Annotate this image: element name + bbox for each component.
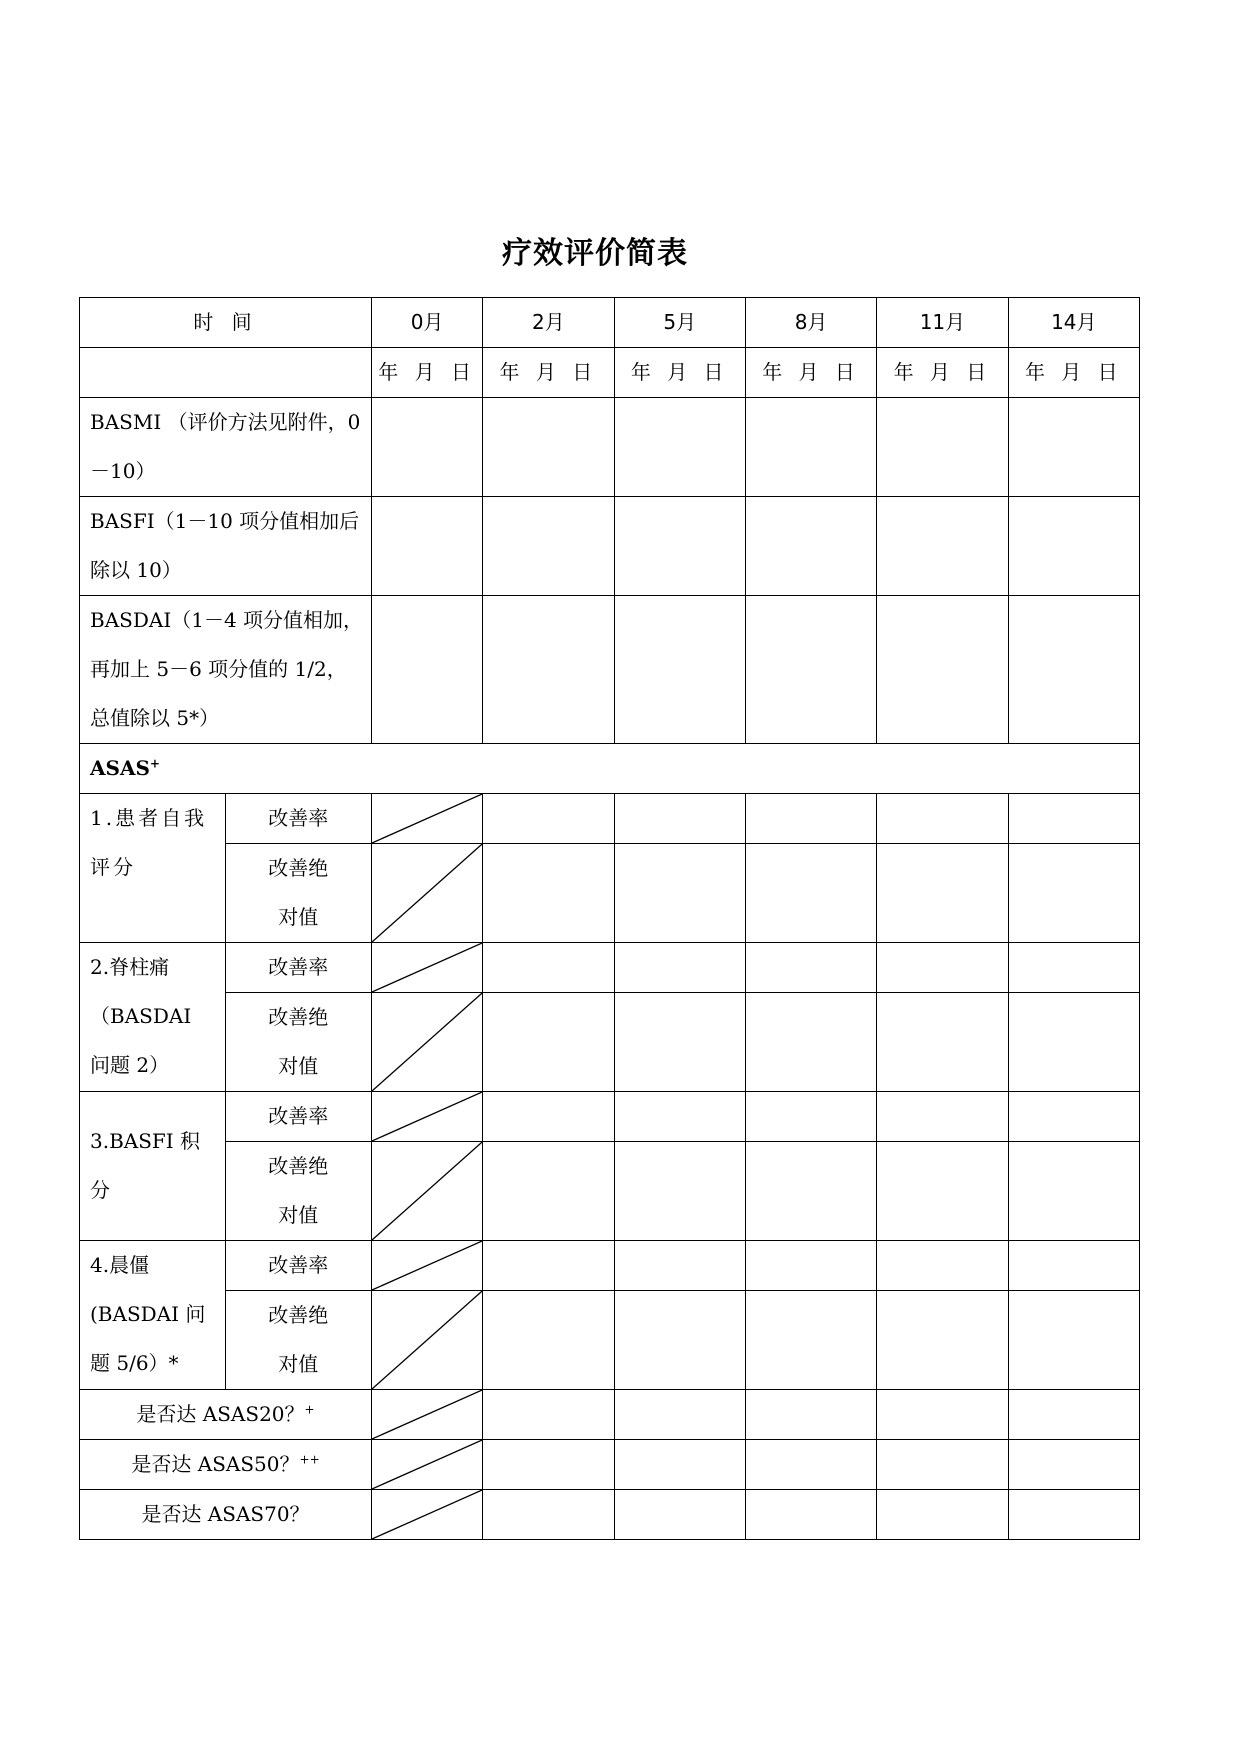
value-cell[interactable] xyxy=(877,1241,1008,1291)
asas20-mark: + xyxy=(304,1402,315,1417)
asas-row xyxy=(80,744,1140,794)
value-cell[interactable] xyxy=(483,794,614,844)
crossed-cell xyxy=(372,794,483,844)
diagonal-strike xyxy=(372,1092,482,1141)
asas20-row xyxy=(80,1390,1140,1440)
month-0: 0月 xyxy=(372,298,483,348)
asas50-text: 是否达 ASAS50？ xyxy=(131,1452,300,1476)
score-cell[interactable] xyxy=(745,398,876,497)
diagonal-strike xyxy=(372,1291,482,1389)
date-row-label xyxy=(80,348,372,398)
score-cell[interactable] xyxy=(877,596,1008,744)
value-cell[interactable] xyxy=(1008,1390,1139,1440)
value-cell[interactable] xyxy=(877,844,1008,943)
value-cell[interactable] xyxy=(877,1142,1008,1241)
item-4-absolute-row xyxy=(80,1291,1140,1390)
value-cell[interactable] xyxy=(745,1291,876,1390)
score-cell[interactable] xyxy=(372,596,483,744)
value-cell[interactable] xyxy=(1008,1440,1139,1490)
value-cell[interactable] xyxy=(614,794,745,844)
score-cell[interactable] xyxy=(372,497,483,596)
score-cell[interactable] xyxy=(483,497,614,596)
value-cell[interactable] xyxy=(483,1241,614,1291)
crossed-cell xyxy=(372,943,483,993)
value-cell[interactable] xyxy=(614,1390,745,1440)
value-cell[interactable] xyxy=(745,844,876,943)
score-cell[interactable] xyxy=(614,497,745,596)
crossed-cell xyxy=(372,1142,483,1241)
score-cell[interactable] xyxy=(483,596,614,744)
score-cell[interactable] xyxy=(1008,497,1139,596)
item-1-absolute-row xyxy=(80,844,1140,943)
value-cell[interactable] xyxy=(483,1490,614,1540)
improvement-absolute-label: 改善绝对值 xyxy=(225,993,372,1092)
basdai-label: BASDAI（1－4 项分值相加，再加上 5－6 项分值的 1/2，总值除以 5*） xyxy=(80,596,372,744)
basmi-row xyxy=(80,398,1140,497)
value-cell[interactable] xyxy=(614,1440,745,1490)
item-3-label: 3.BASFI 积分 xyxy=(80,1092,226,1241)
asas-heading xyxy=(80,744,1140,794)
diagonal-strike xyxy=(372,844,482,942)
score-cell[interactable] xyxy=(1008,596,1139,744)
diagonal-strike xyxy=(372,794,482,843)
crossed-cell xyxy=(372,844,483,943)
month-14: 14月 xyxy=(1008,298,1139,348)
crossed-cell xyxy=(372,1490,483,1540)
date-row xyxy=(80,348,1140,398)
value-cell[interactable] xyxy=(1008,1092,1139,1142)
value-cell[interactable] xyxy=(745,1440,876,1490)
basfi-row xyxy=(80,497,1140,596)
value-cell[interactable] xyxy=(1008,1241,1139,1291)
date-field[interactable]: 年 月 日 xyxy=(483,348,614,398)
value-cell[interactable] xyxy=(1008,993,1139,1092)
score-cell[interactable] xyxy=(877,398,1008,497)
value-cell[interactable] xyxy=(745,1390,876,1440)
item-1-rate-row xyxy=(80,794,1140,844)
improvement-absolute-label: 改善绝对值 xyxy=(225,844,372,943)
improvement-rate-label: 改善率 xyxy=(225,794,372,844)
value-cell[interactable] xyxy=(483,1390,614,1440)
score-cell[interactable] xyxy=(877,497,1008,596)
item-4-label: 4.晨僵 (BASDAI 问题 5/6）* xyxy=(80,1241,226,1390)
item-2-absolute-row xyxy=(80,993,1140,1092)
month-2: 2月 xyxy=(483,298,614,348)
header-row xyxy=(80,298,1140,348)
diagonal-strike xyxy=(372,1440,482,1489)
diagonal-strike xyxy=(372,1241,482,1290)
value-cell[interactable] xyxy=(745,1142,876,1241)
diagonal-strike xyxy=(372,993,482,1091)
score-cell[interactable] xyxy=(483,398,614,497)
improvement-rate-label: 改善率 xyxy=(225,1092,372,1142)
value-cell[interactable] xyxy=(877,1390,1008,1440)
month-8: 8月 xyxy=(745,298,876,348)
efficacy-evaluation-table xyxy=(79,297,1140,1540)
asas-label: ASAS xyxy=(90,756,150,780)
improvement-absolute-label: 改善绝对值 xyxy=(225,1142,372,1241)
improvement-absolute-label: 改善绝对值 xyxy=(225,1291,372,1390)
crossed-cell xyxy=(372,993,483,1092)
score-cell[interactable] xyxy=(745,596,876,744)
item-3-rate-row xyxy=(80,1092,1140,1142)
value-cell[interactable] xyxy=(483,943,614,993)
form-title: 疗效评价简表 xyxy=(502,236,688,271)
basdai-row xyxy=(80,596,1140,744)
month-11: 11月 xyxy=(877,298,1008,348)
value-cell[interactable] xyxy=(877,1490,1008,1540)
crossed-cell xyxy=(372,1390,483,1440)
value-cell[interactable] xyxy=(614,993,745,1092)
basmi-label: BASMI （评价方法见附件，0－10） xyxy=(80,398,372,497)
item-2-label: 2.脊柱痛（BASDAI 问题 2） xyxy=(80,943,226,1092)
value-cell[interactable] xyxy=(877,943,1008,993)
asas70-text: 是否达 ASAS70？ xyxy=(141,1502,310,1526)
date-field[interactable]: 年 月 日 xyxy=(614,348,745,398)
value-cell[interactable] xyxy=(1008,794,1139,844)
value-cell[interactable] xyxy=(1008,1142,1139,1241)
score-cell[interactable] xyxy=(614,398,745,497)
value-cell[interactable] xyxy=(1008,844,1139,943)
item-3-absolute-row xyxy=(80,1142,1140,1241)
value-cell[interactable] xyxy=(614,1490,745,1540)
diagonal-strike xyxy=(372,943,482,992)
value-cell[interactable] xyxy=(745,993,876,1092)
crossed-cell xyxy=(372,1092,483,1142)
asas20-label xyxy=(80,1390,372,1440)
crossed-cell xyxy=(372,1241,483,1291)
date-field[interactable]: 年 月 日 xyxy=(877,348,1008,398)
value-cell[interactable] xyxy=(614,1142,745,1241)
value-cell[interactable] xyxy=(483,1092,614,1142)
diagonal-strike xyxy=(372,1390,482,1439)
value-cell[interactable] xyxy=(1008,1291,1139,1390)
value-cell[interactable] xyxy=(614,1241,745,1291)
item-2-rate-row xyxy=(80,943,1140,993)
value-cell[interactable] xyxy=(1008,943,1139,993)
diagonal-strike xyxy=(372,1142,482,1240)
value-cell[interactable] xyxy=(745,1092,876,1142)
basfi-label: BASFI（1－10 项分值相加后除以 10） xyxy=(80,497,372,596)
value-cell[interactable] xyxy=(745,794,876,844)
month-5: 5月 xyxy=(614,298,745,348)
score-cell[interactable] xyxy=(1008,398,1139,497)
asas50-row xyxy=(80,1440,1140,1490)
asas70-row xyxy=(80,1490,1140,1540)
score-cell[interactable] xyxy=(614,596,745,744)
crossed-cell xyxy=(372,1440,483,1490)
score-cell[interactable] xyxy=(372,398,483,497)
time-label: 时 间 xyxy=(80,298,372,348)
value-cell[interactable] xyxy=(483,844,614,943)
improvement-rate-label: 改善率 xyxy=(225,943,372,993)
value-cell[interactable] xyxy=(877,993,1008,1092)
date-field[interactable]: 年 月 日 xyxy=(745,348,876,398)
value-cell[interactable] xyxy=(877,1291,1008,1390)
value-cell[interactable] xyxy=(614,1092,745,1142)
value-cell[interactable] xyxy=(614,844,745,943)
value-cell[interactable] xyxy=(745,943,876,993)
value-cell[interactable] xyxy=(483,1291,614,1390)
crossed-cell xyxy=(372,1291,483,1390)
item-4-rate-row xyxy=(80,1241,1140,1291)
value-cell[interactable] xyxy=(614,943,745,993)
asas20-text: 是否达 ASAS20？ xyxy=(136,1402,305,1426)
improvement-rate-label: 改善率 xyxy=(225,1241,372,1291)
asas-mark: + xyxy=(149,756,160,771)
value-cell[interactable] xyxy=(877,1092,1008,1142)
value-cell[interactable] xyxy=(745,1241,876,1291)
item-1-label: 1.患者自我评分 xyxy=(80,794,226,943)
value-cell[interactable] xyxy=(745,1490,876,1540)
score-cell[interactable] xyxy=(745,497,876,596)
date-field[interactable]: 年 月 日 xyxy=(372,348,483,398)
asas70-label xyxy=(80,1490,372,1540)
value-cell[interactable] xyxy=(877,794,1008,844)
value-cell[interactable] xyxy=(483,1142,614,1241)
asas50-mark: ++ xyxy=(299,1452,320,1467)
value-cell[interactable] xyxy=(1008,1490,1139,1540)
asas50-label xyxy=(80,1440,372,1490)
date-field[interactable]: 年 月 日 xyxy=(1008,348,1139,398)
value-cell[interactable] xyxy=(614,1291,745,1390)
diagonal-strike xyxy=(372,1490,482,1539)
value-cell[interactable] xyxy=(483,993,614,1092)
value-cell[interactable] xyxy=(483,1440,614,1490)
value-cell[interactable] xyxy=(877,1440,1008,1490)
